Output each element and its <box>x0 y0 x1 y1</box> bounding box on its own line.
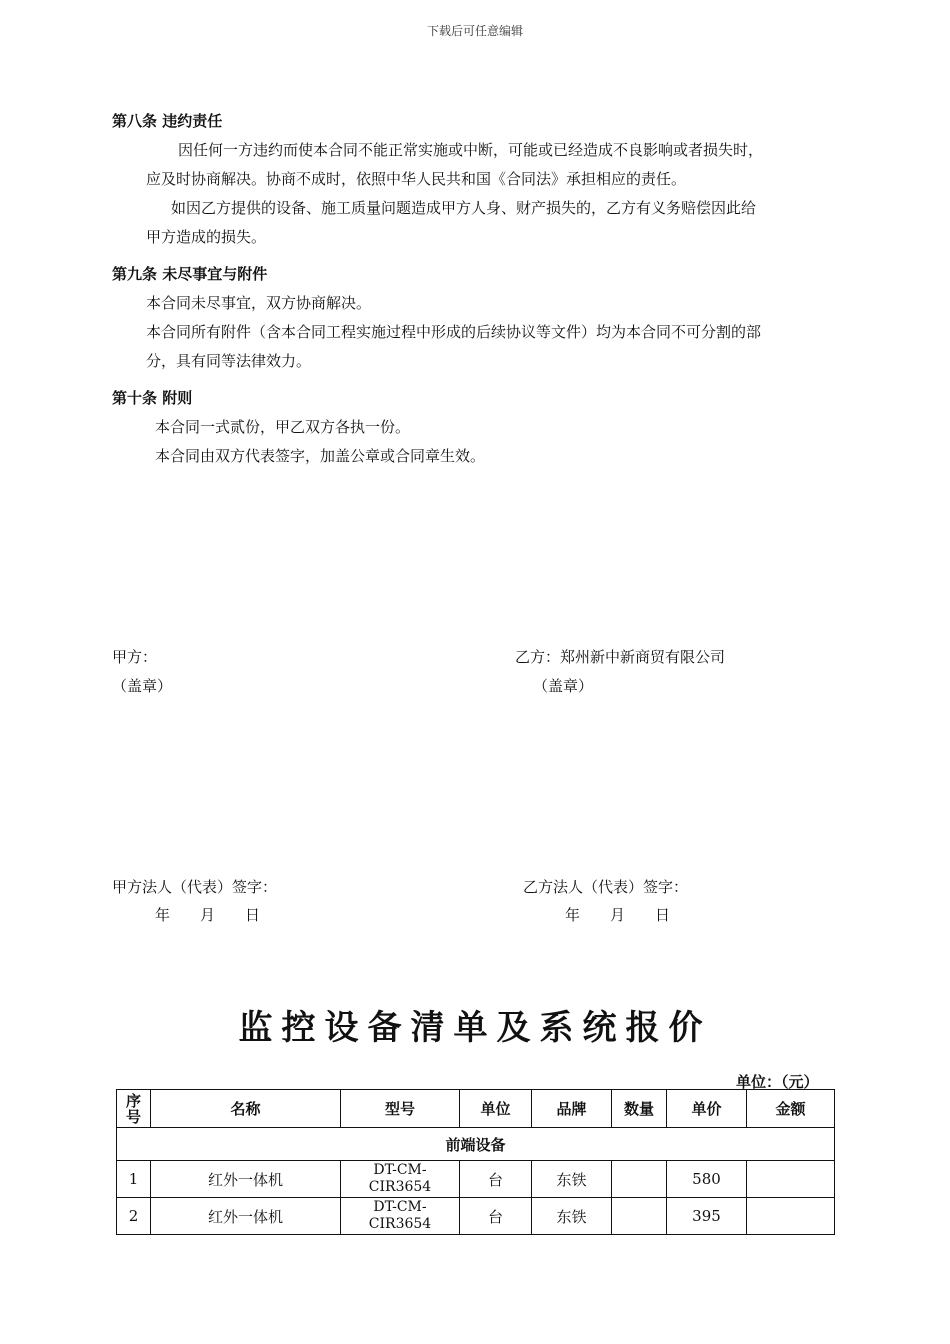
article-8-title: 第八条 违约责任 <box>112 112 223 130</box>
model-line-2: CIR3654 <box>368 1179 432 1195</box>
cell-brand: 东铁 <box>532 1198 612 1235</box>
party-a-seal: （盖章） <box>112 677 173 695</box>
article-10-line-2: 本合同由双方代表签字，加盖公章或合同章生效。 <box>155 447 486 465</box>
col-header-price: 单价 <box>667 1090 747 1128</box>
table-row <box>117 1161 835 1198</box>
cell-model <box>341 1198 460 1235</box>
model-line-1: DT-CM- <box>373 1199 427 1215</box>
cell-price: 395 <box>667 1198 747 1235</box>
party-a-date: 年 月 日 <box>155 906 261 924</box>
article-8-line-3: 如因乙方提供的设备、施工质量问题造成甲方人身、财产损失的，乙方有义务赔偿因此给 <box>171 199 757 217</box>
cell-unit: 台 <box>460 1161 532 1198</box>
col-header-seq: 序 号 <box>117 1090 151 1128</box>
article-9-line-3: 分，具有同等法律效力。 <box>146 352 312 370</box>
cell-unit: 台 <box>460 1198 532 1235</box>
cell-model <box>341 1161 460 1198</box>
article-8-line-1: 因任何一方违约而使本合同不能正常实施或中断，可能或已经造成不良影响或者损失时， <box>178 141 764 159</box>
col-header-name: 名称 <box>151 1090 341 1128</box>
cell-name: 红外一体机 <box>151 1161 341 1198</box>
cell-qty <box>612 1161 667 1198</box>
currency-unit: 单位：（元） <box>736 1073 819 1091</box>
article-10-line-1: 本合同一式贰份，甲乙双方各执一份。 <box>155 418 411 436</box>
model-line-2: CIR3654 <box>368 1216 432 1232</box>
cell-brand: 东铁 <box>532 1161 612 1198</box>
article-9-title: 第九条 未尽事宜与附件 <box>112 265 268 283</box>
cell-seq: 2 <box>117 1198 151 1235</box>
party-b-seal: （盖章） <box>533 677 594 695</box>
col-header-brand: 品牌 <box>532 1090 612 1128</box>
article-9-line-2: 本合同所有附件（含本合同工程实施过程中形成的后续协议等文件）均为本合同不可分割的部 <box>146 323 762 341</box>
article-8-line-2: 应及时协商解决。协商不成时，依照中华人民共和国《合同法》承担相应的责任。 <box>146 170 687 188</box>
party-b-date: 年 月 日 <box>565 906 671 924</box>
article-10-title: 第十条 附则 <box>112 389 193 407</box>
cell-qty <box>612 1198 667 1235</box>
col-header-unit: 单位 <box>460 1090 532 1128</box>
page-header: 下载后可任意编辑 <box>426 24 523 38</box>
party-a-rep-sign: 甲方法人（代表）签字： <box>112 878 278 896</box>
party-b-rep-sign: 乙方法人（代表）签字： <box>523 878 689 896</box>
party-b-label: 乙方：郑州新中新商贸有限公司 <box>515 648 726 666</box>
quote-title: 监控设备清单及系统报价 <box>238 1008 712 1048</box>
quote-table <box>116 1089 835 1235</box>
col-header-amount: 金额 <box>747 1090 835 1128</box>
article-9-line-1: 本合同未尽事宜，双方协商解决。 <box>146 294 372 312</box>
article-8-line-4: 甲方造成的损失。 <box>146 228 267 246</box>
party-a-label: 甲方： <box>112 648 158 666</box>
cell-seq: 1 <box>117 1161 151 1198</box>
cell-amount <box>747 1198 835 1235</box>
cell-name: 红外一体机 <box>151 1198 341 1235</box>
col-header-model: 型号 <box>341 1090 460 1128</box>
table-row <box>117 1198 835 1235</box>
section-label: 前端设备 <box>117 1128 835 1161</box>
table-header-row <box>117 1090 835 1128</box>
section-row <box>117 1128 835 1161</box>
cell-amount <box>747 1161 835 1198</box>
col-header-qty: 数量 <box>612 1090 667 1128</box>
model-line-1: DT-CM- <box>373 1162 427 1178</box>
cell-price: 580 <box>667 1161 747 1198</box>
